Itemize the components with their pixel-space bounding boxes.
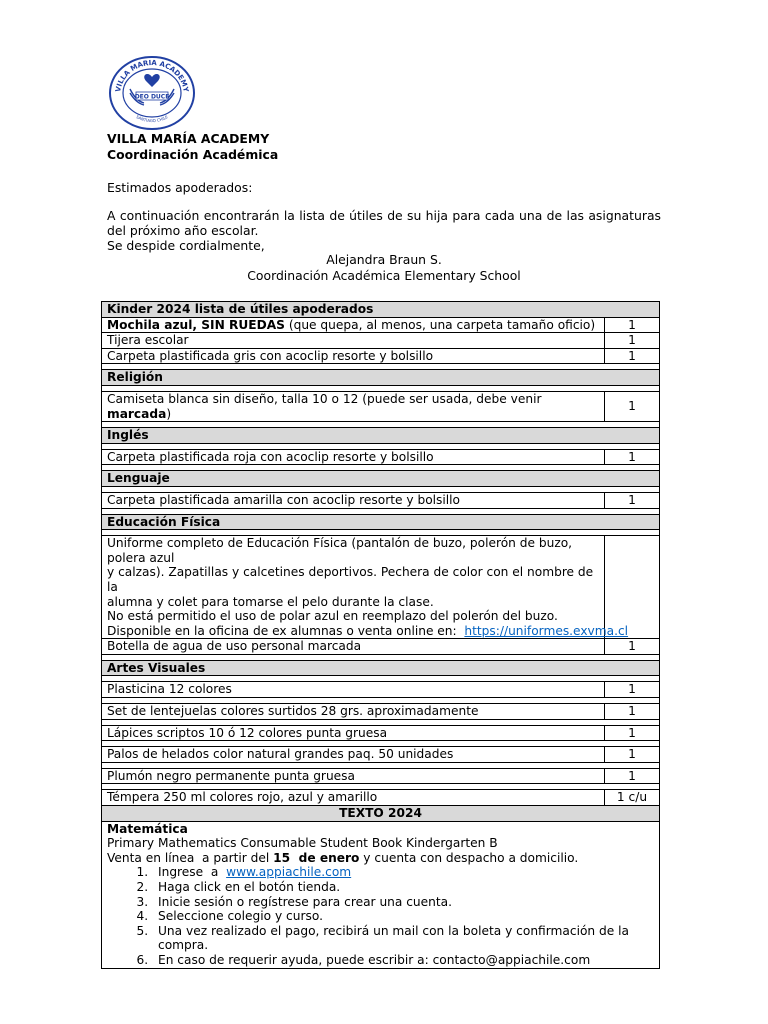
- uniform-line: No está permitido el uso de polar azul en reemplazo del polerón del buzo.: [107, 609, 558, 624]
- table-row: [102, 639, 660, 655]
- list-item: 3. Inicie sesión o regístrese para crear una cuenta.: [152, 895, 654, 910]
- school-name: VILLA MARÍA ACADEMY: [107, 131, 270, 146]
- table-row: [102, 348, 660, 364]
- section-title: Artes Visuales: [102, 660, 660, 676]
- item-label: Botella de agua de uso personal marcada: [102, 639, 605, 655]
- section-header-texto: [102, 806, 660, 822]
- sale-info: [107, 851, 654, 866]
- uniform-line: Uniforme completo de Educación Física (pantalón de buzo, polerón de buzo, polera azul: [107, 536, 573, 565]
- table-row: [102, 391, 660, 421]
- item-qty: 1 c/u: [605, 790, 660, 806]
- item-qty: 1: [605, 348, 660, 364]
- item-qty: 1: [605, 492, 660, 508]
- item-label: Plasticina 12 colores: [102, 682, 605, 698]
- table-row: [102, 768, 660, 784]
- section-title: Religión: [102, 370, 660, 386]
- item-label-bold: marcada: [107, 406, 167, 421]
- item-label: Set de lentejuelas colores surtidos 28 grs. aproximadamente: [102, 704, 605, 720]
- item-qty: 1: [605, 682, 660, 698]
- textbook-subject: Matemática: [107, 821, 188, 836]
- item-qty: 1: [605, 639, 660, 655]
- intro-text: A continuación encontrarán la lista de útiles de su hija para cada una de las asignaturas del próximo año escolar.: [107, 208, 661, 238]
- list-item: 4. Seleccione colegio y curso.: [152, 909, 654, 924]
- section-title: Lenguaje: [102, 471, 660, 487]
- table-title: Kinder 2024 lista de útiles apoderados: [102, 302, 660, 318]
- crest-ring-text-bottom: SANTIAGO CHILE: [135, 114, 169, 124]
- table-row: [102, 333, 660, 349]
- item-label: Palos de helados color natural grandes paq. 50 unidades: [102, 747, 605, 763]
- item-label: Tijera escolar: [102, 333, 605, 349]
- item-label: [102, 391, 605, 421]
- list-item: 5. Una vez realizado el pago, recibirá un mail con la boleta y confirmación de la compra.: [152, 924, 654, 953]
- uniform-line: alumna y colet para tomarse el pelo durante la clase.: [107, 594, 434, 609]
- item-qty: 1: [605, 391, 660, 421]
- department-name: Coordinación Académica: [107, 147, 279, 162]
- uniform-line: [107, 623, 629, 639]
- signature-block: [107, 252, 661, 284]
- table-row: [102, 704, 660, 720]
- section-header-religion: [102, 370, 660, 386]
- letter-header: [107, 131, 278, 163]
- uniforms-link[interactable]: https://uniformes.exvma.cl: [464, 623, 629, 638]
- purchase-steps: [107, 865, 654, 967]
- closing-text: Se despide cordialmente,: [107, 238, 265, 253]
- item-qty: 1: [605, 768, 660, 784]
- intro-paragraph: [107, 208, 661, 253]
- table-title-row: [102, 302, 660, 318]
- table-row: [102, 790, 660, 806]
- item-qty: 1: [605, 747, 660, 763]
- supplies-table: [101, 301, 660, 969]
- table-row: [102, 821, 660, 968]
- list-item: 6. En caso de requerir ayuda, puede escribir a: contacto@appiachile.com: [152, 953, 654, 968]
- item-label: Plumón negro permanente punta gruesa: [102, 768, 605, 784]
- section-header-artes-visuales: [102, 660, 660, 676]
- section-header-ingles: [102, 428, 660, 444]
- textbook-title: Primary Mathematics Consumable Student Book Kindergarten B: [107, 836, 498, 851]
- table-row: [102, 682, 660, 698]
- section-title: Educación Física: [102, 514, 660, 530]
- item-qty: 1: [605, 333, 660, 349]
- item-qty: 1: [605, 704, 660, 720]
- sale-info-text: y cuenta con despacho a domicilio.: [359, 850, 579, 865]
- item-label-multiline: [102, 536, 629, 639]
- section-title: TEXTO 2024: [102, 806, 660, 822]
- table-row: [102, 536, 660, 639]
- crest-motto: DEO DUCE: [134, 93, 170, 101]
- item-label-rest: (que quepa, al menos, una carpeta tamaño oficio): [284, 317, 596, 332]
- textbook-cell: [102, 821, 660, 968]
- item-label: [102, 317, 605, 333]
- section-header-educacion-fisica: [102, 514, 660, 530]
- uniform-line-text: Disponible en la oficina de ex alumnas o venta online en:: [107, 623, 465, 638]
- item-label: Témpera 250 ml colores rojo, azul y amarillo: [102, 790, 605, 806]
- step-text: Ingrese a: [158, 865, 227, 880]
- crest-ring-text-top: VILLA MARIA ACADEMY: [114, 58, 190, 93]
- item-label: Lápices scriptos 10 ó 12 colores punta gruesa: [102, 725, 605, 741]
- table-row: [102, 492, 660, 508]
- item-qty: 1: [605, 317, 660, 333]
- table-row: [102, 449, 660, 465]
- section-header-lenguaje: [102, 471, 660, 487]
- item-label-part: Camiseta blanca sin diseño, talla 10 o 12 (puede ser usada, debe venir: [107, 391, 542, 406]
- signer-title: Coordinación Académica Elementary School: [247, 268, 521, 283]
- sale-date: 15 de enero: [273, 850, 360, 865]
- item-label: Carpeta plastificada roja con acoclip resorte y bolsillo: [102, 449, 605, 465]
- greeting: Estimados apoderados:: [107, 180, 253, 195]
- item-label-part: ): [166, 406, 172, 421]
- uniform-line: y calzas). Zapatillas y calcetines deportivos. Pechera de color con el nombre de la: [107, 565, 594, 594]
- section-title: Inglés: [102, 428, 660, 444]
- table-row: [102, 747, 660, 763]
- sale-info-text: Venta en línea a partir del: [107, 850, 274, 865]
- list-item: 2. Haga click en el botón tienda.: [152, 880, 654, 895]
- table-row: [102, 317, 660, 333]
- list-item: [152, 865, 654, 880]
- appia-link[interactable]: www.appiachile.com: [226, 865, 352, 880]
- item-qty: 1: [605, 725, 660, 741]
- item-qty: 1: [605, 449, 660, 465]
- heart-icon: [144, 74, 159, 87]
- school-crest-logo: [108, 55, 196, 131]
- signer-name: Alejandra Braun S.: [326, 252, 442, 267]
- item-label: Carpeta plastificada gris con acoclip resorte y bolsillo: [102, 348, 605, 364]
- table-row: [102, 725, 660, 741]
- item-label-bold: Mochila azul, SIN RUEDAS: [107, 317, 285, 332]
- item-label: Carpeta plastificada amarilla con acoclip resorte y bolsillo: [102, 492, 605, 508]
